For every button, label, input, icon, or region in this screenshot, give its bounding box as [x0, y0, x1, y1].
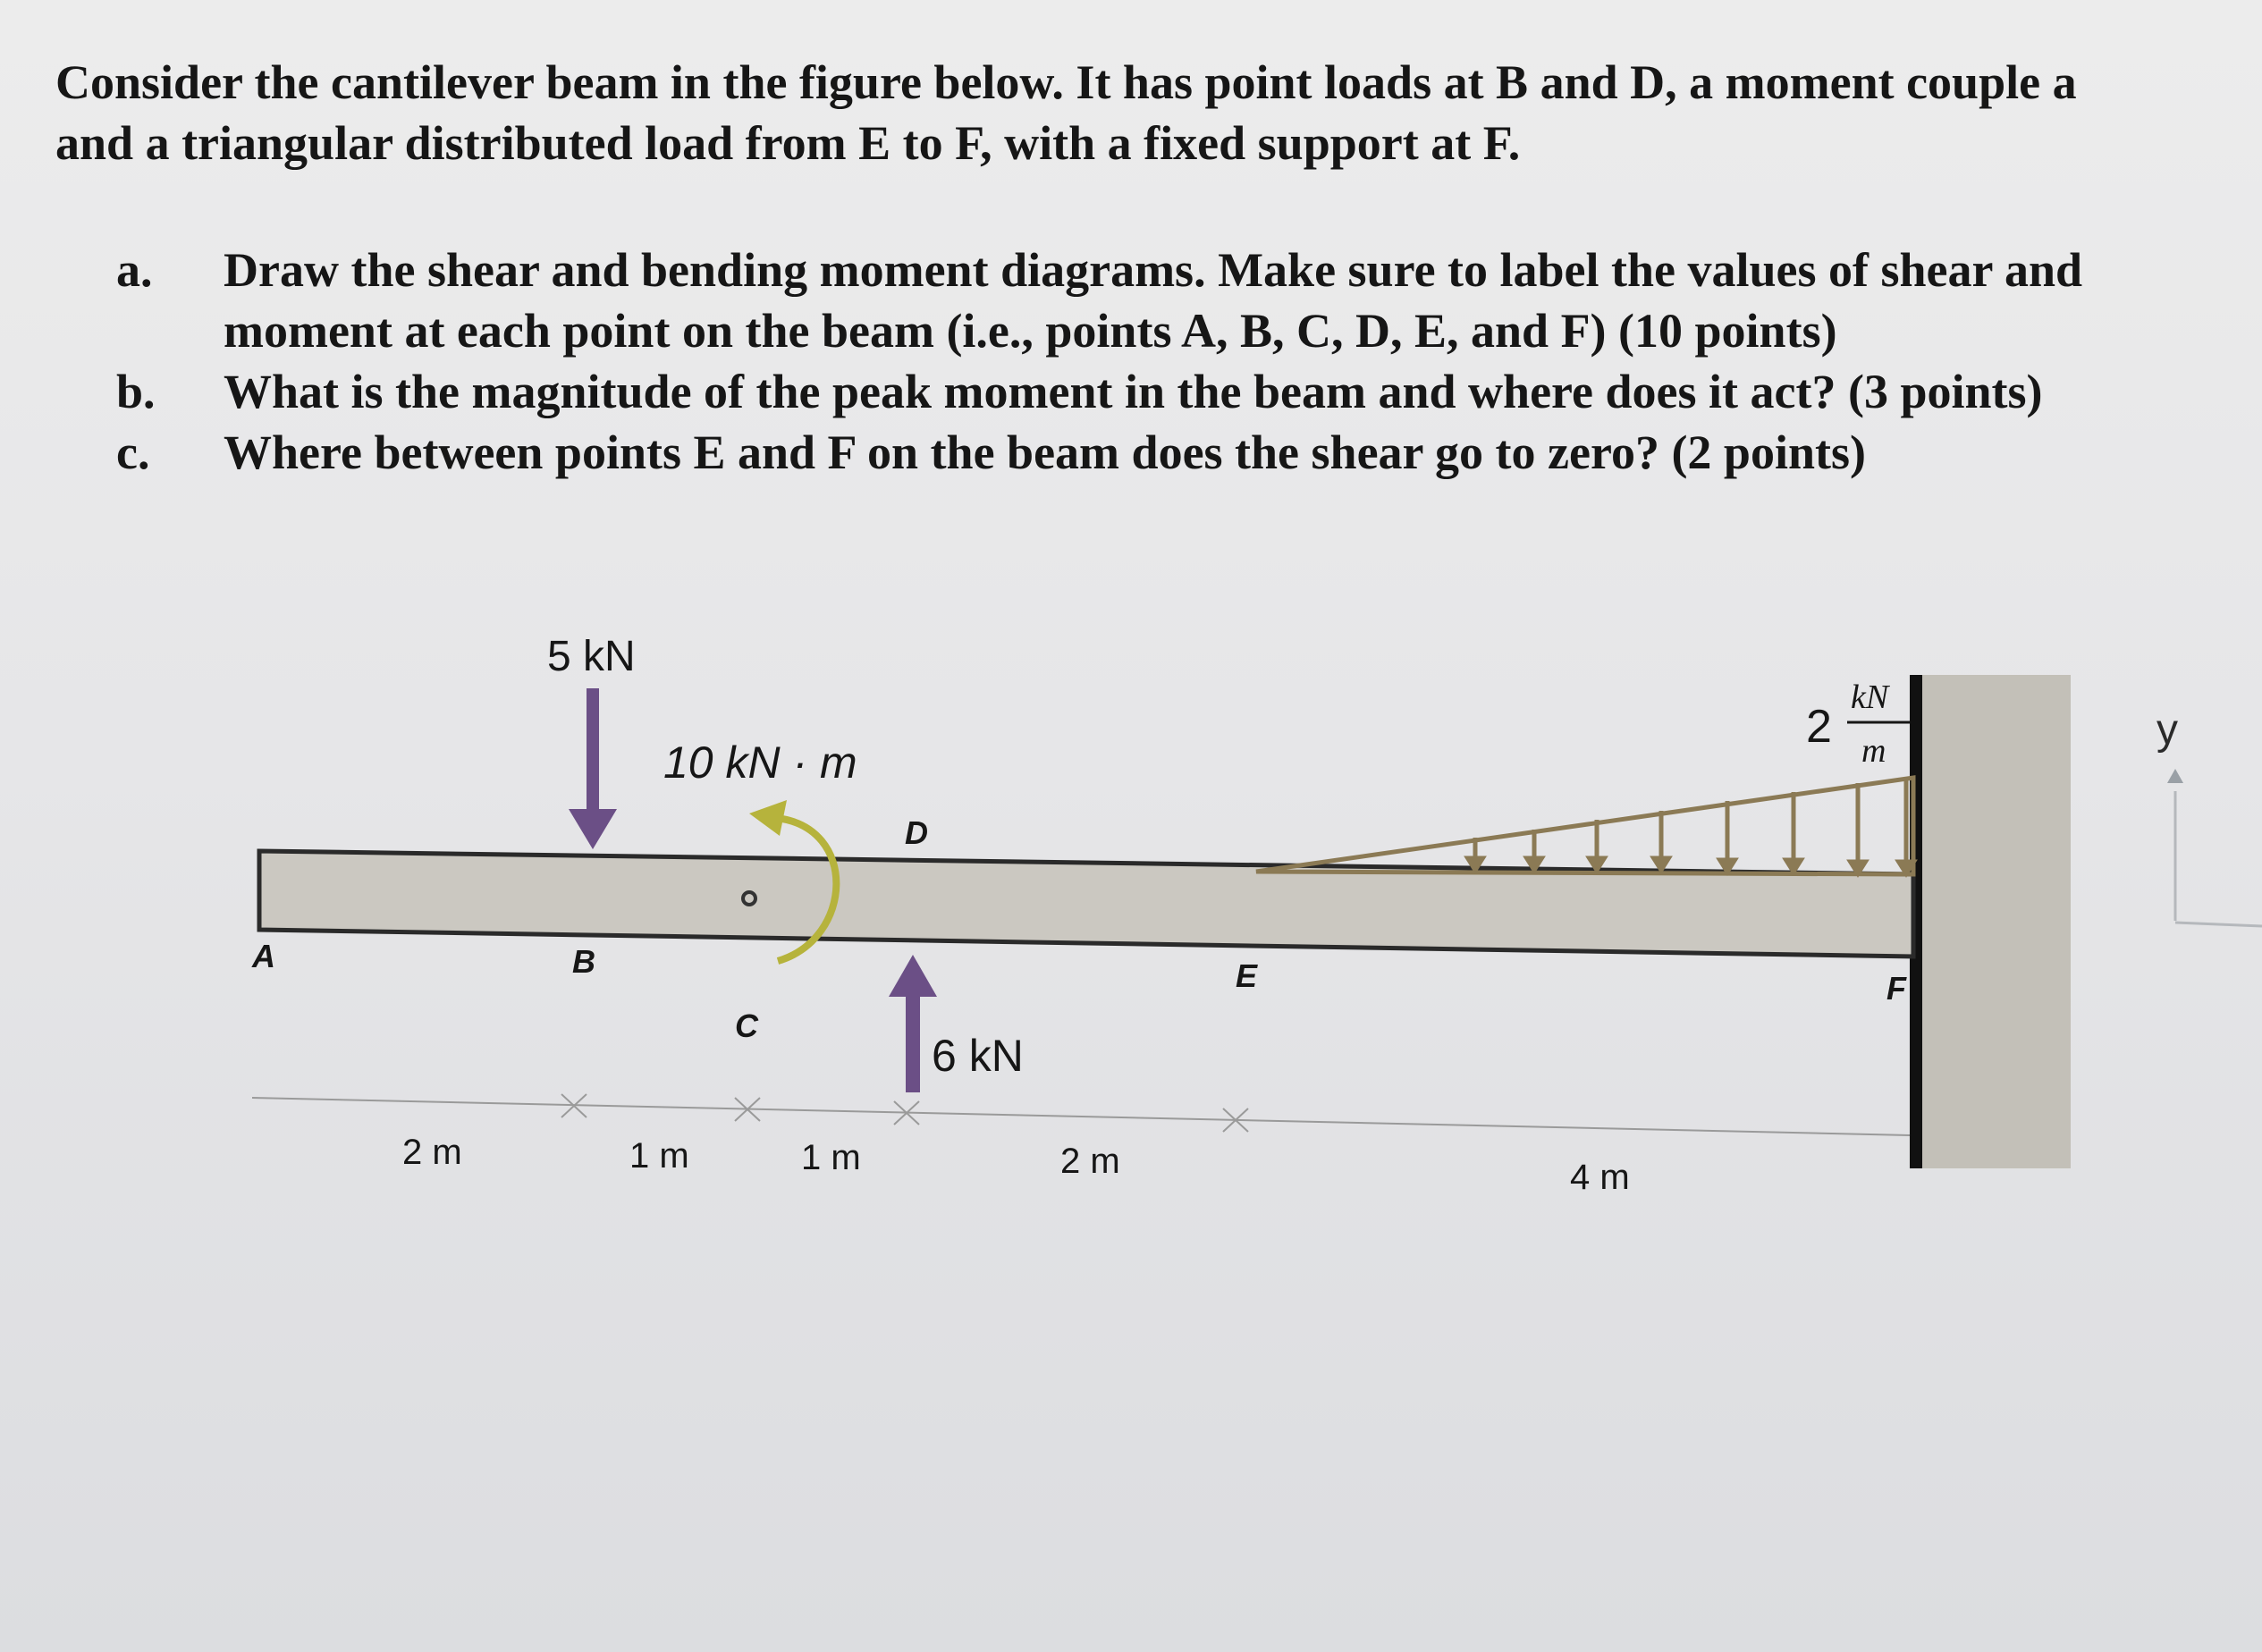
point-load-d-arrow: [889, 955, 937, 1092]
dimension-bc: 1 m: [629, 1136, 689, 1176]
dimension-ab: 2 m: [402, 1133, 462, 1172]
point-f-label: F: [1886, 970, 1906, 1007]
distributed-load-unit-den: m: [1861, 732, 1886, 770]
dimension-de: 2 m: [1060, 1142, 1120, 1181]
point-load-b-arrow: [569, 688, 617, 849]
point-e-label: E: [1236, 957, 1258, 994]
intro-line-2: and a triangular distributed load from E to F, with a fixed support at F.: [55, 116, 1521, 170]
dimension-line: [252, 1098, 1910, 1135]
question-text-line: Draw the shear and bending moment diagrams. Make sure to label the values of shear and: [224, 243, 2083, 297]
intro-line-1: Consider the cantilever beam in the figure below. It has point loads at B and D, a moment couple a: [55, 55, 2077, 109]
point-a-label: A: [252, 938, 275, 974]
question-marker: a.: [116, 243, 153, 297]
question-marker: b.: [116, 365, 156, 418]
point-b-label: B: [572, 943, 595, 980]
distributed-load-profile: [1256, 778, 1913, 874]
question-text-line: moment at each point on the beam (i.e., points A, B, C, D, E, and F) (10 points): [224, 304, 1837, 358]
y-axis-label: y: [2156, 706, 2178, 754]
moment-c-label: 10 kN · m: [663, 738, 857, 788]
distributed-load-arrows: [1464, 778, 1917, 877]
moment-c-arrowhead: [749, 800, 787, 836]
y-axis-arrowhead: [2167, 769, 2183, 783]
dimension-cd: 1 m: [801, 1138, 861, 1177]
fixed-support-wall: [1920, 675, 2071, 1168]
load-d-label: 6 kN: [932, 1031, 1024, 1081]
dimension-ef: 4 m: [1570, 1158, 1630, 1197]
point-c-label: C: [735, 1007, 758, 1044]
point-d-label: D: [905, 814, 928, 851]
load-b-label: 5 kN: [547, 633, 636, 680]
question-text-line: What is the magnitude of the peak moment in the beam and where does it act? (3 points): [224, 365, 2043, 418]
x-axis-line: [2175, 923, 2262, 926]
question-marker: c.: [116, 426, 150, 479]
distributed-load-value: 2: [1806, 701, 1832, 753]
question-text-line: Where between points E and F on the beam does the shear go to zero? (2 points): [224, 426, 1866, 479]
distributed-load-unit-num: kN: [1851, 678, 1889, 716]
